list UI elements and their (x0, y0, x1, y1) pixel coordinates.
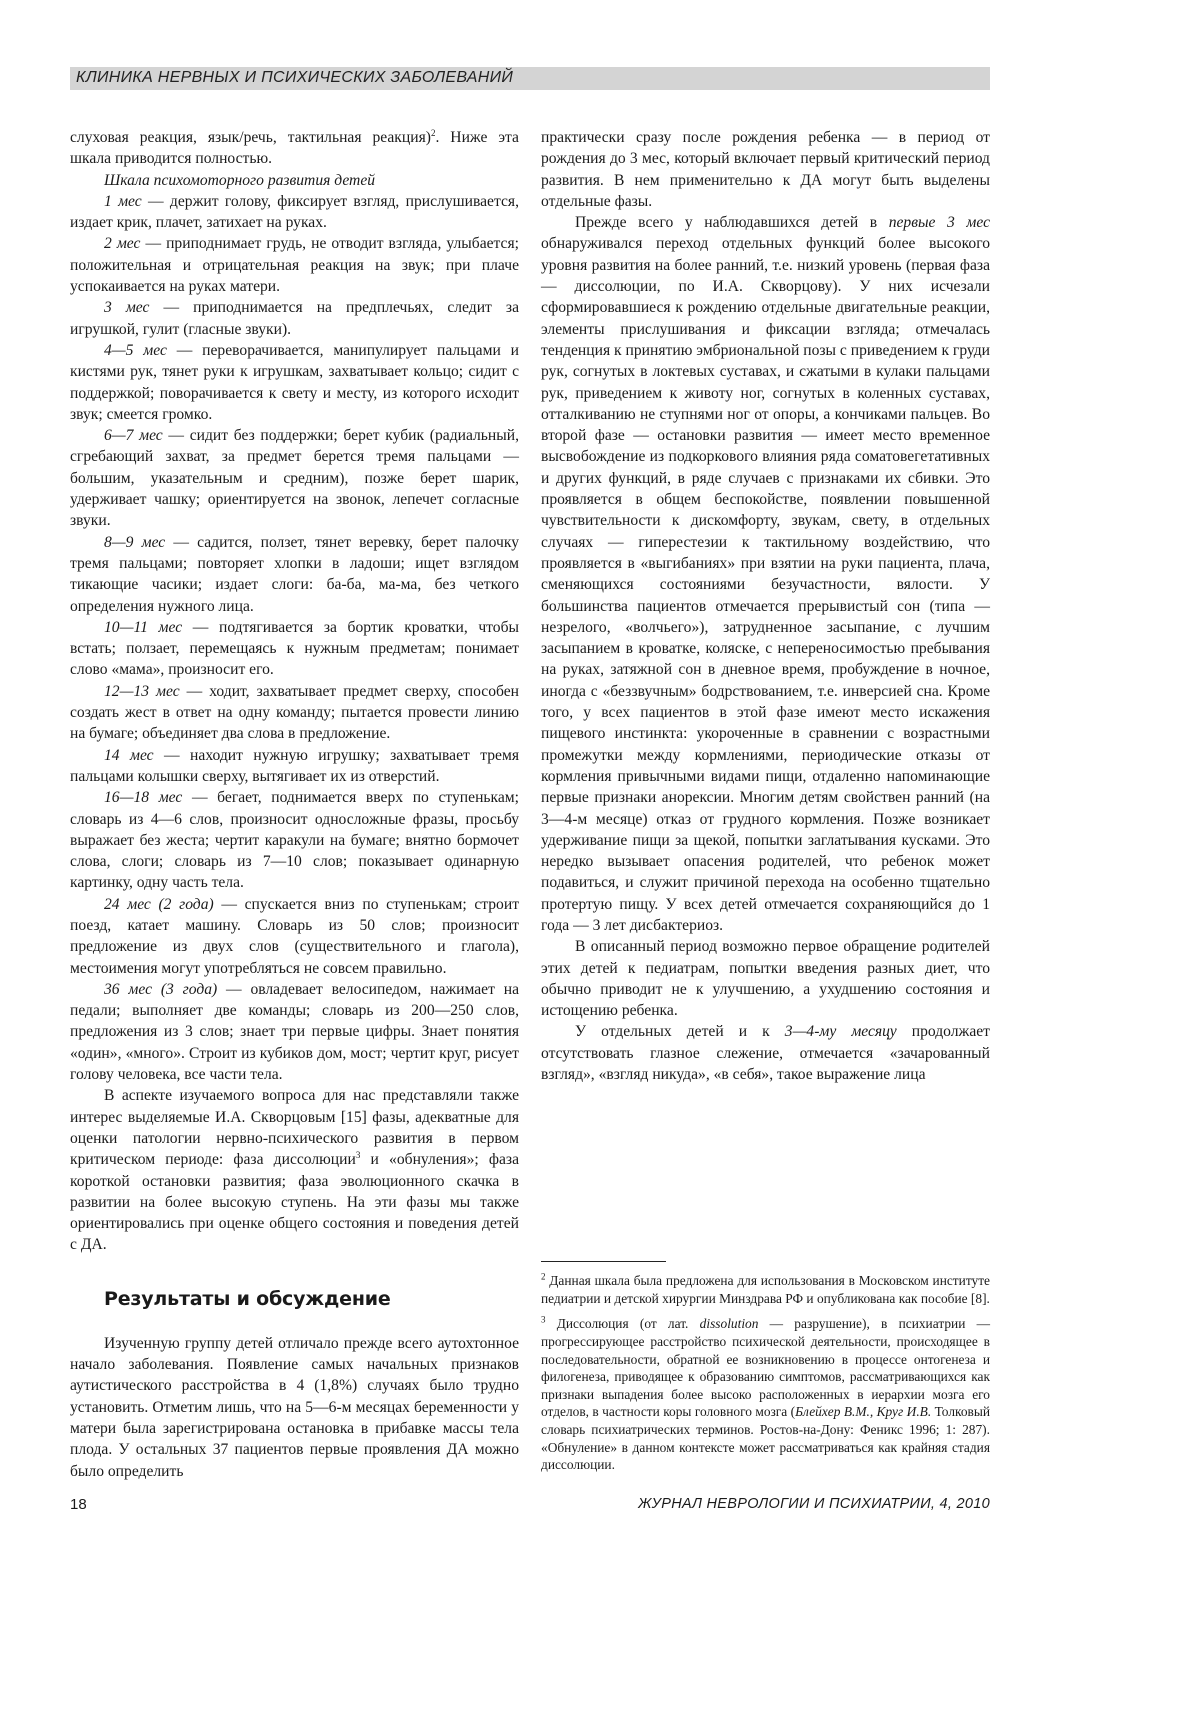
scale-list (70, 191, 519, 1085)
scale-description: — приподнимается на предплечьях, следит за игрушкой, гулит (гласные звуки). (70, 299, 520, 338)
scale-age: 8—9 мес (104, 533, 166, 551)
footnote-ref-2[interactable]: 2 (430, 127, 436, 138)
journal-footer: ЖУРНАЛ НЕВРОЛОГИИ И ПСИХИАТРИИ, 4, 2010 (638, 1495, 990, 1512)
aspect-tail: и «обнуления»; фаза короткой остановки развития; фаза эволюционного скачка в развитии на более высокую ступень. На эти фазы мы также ориентировались при оценке общего состояния и поведения детей с ДА. (70, 1151, 520, 1254)
scale-age: 16—18 мес (104, 789, 183, 807)
scale-age: 12—13 мес (104, 682, 180, 700)
section-heading: Результаты и обсуждение (104, 1287, 391, 1310)
paragraph-3: В описанный период возможно первое обращение родителей этих детей к педиатрам, попытки введения разных диет, что обычно приводит не к улучшению, а ухудшению состояния и истощению ребенка. (541, 938, 990, 1020)
scale-item (70, 340, 519, 425)
scale-age: 36 мес (3 года) (104, 980, 218, 998)
intro-text: слуховая реакция, язык/речь, тактильная реакция) (70, 129, 431, 146)
scale-item (70, 681, 519, 745)
scale-title (70, 170, 519, 191)
scale-age: 4—5 мес (104, 341, 167, 359)
scale-description: — находит нужную игрушку; захватывает тремя пальцами колышки сверху, вытягивает их из отверстий. (70, 746, 519, 785)
scale-age: 14 мес (104, 746, 154, 764)
scale-title-text: Шкала психомоторного развития детей (104, 171, 376, 189)
paragraph-1: практически сразу после рождения ребенка — в период от рождения до 3 мес, который включает первый критический период развития. В нем применительно к ДА могут быть выделены отдельные фазы. (541, 129, 990, 210)
footnote-mark: 3 (541, 1315, 546, 1325)
scale-description: — ходит, захватывает предмет сверху, способен создать жест в ответ на одну команду; пытается провести линию на бумаге; объединяет два слова в предложение. (70, 682, 519, 743)
scale-age: 6—7 мес (104, 427, 163, 445)
p4-pre: У отдельных детей и к (575, 1023, 785, 1041)
aspect-paragraph (70, 1085, 519, 1255)
scale-description: — держит голову, фиксирует взгляд, прислушивается, издает крик, плачет, затихает на руках. (70, 192, 519, 232)
footnotes (541, 1272, 990, 1474)
footnote-block (541, 1221, 990, 1482)
scale-description: — садится, ползет, тянет веревку, берет палочку тремя пальцами; повторяет хлопки в ладоши; ищет взглядом тикающие часики; издает слоги: ба-ба, ма-ма, без четкого определения нужного лица. (70, 533, 519, 615)
scale-age: 3 мес (104, 299, 150, 317)
intro-tail: . Ниже эта шкала приводится полностью. (70, 129, 519, 168)
scale-item (70, 894, 519, 979)
results-paragraph: Изученную группу детей отличало прежде всего аутохтонное начало заболевания. Появление самых начальных признаков аутистического расстройства в 4 (1,8%) случаях было трудно установить. Отметим лишь, что на 5—6-м месяцах беременности у матери была зарегистрирована остановка в прибавке массы тела плода. У остальных 37 пациентов первые проявления ДА можно было определить (70, 1334, 519, 1480)
p2-text: обнаруживался переход отдельных функций более высокого уровня развития на более ранний, т.е. низкий уровень (первая фаза — диссолюции, по И.А. Скворцову). У них исчезали сформировавшиеся к рождению отдельные двигательные реакции, элементы прислушивания и фиксации взгляда; отмечалась тенденция к принятию эмбриональной позы с приведением к груди рук, согнутых в локтевых суставах, и сжатыми в кулаки пальцами рук, приведением к животу ног, согнутых в коленных суставах, отталкиванию не ступнями ног от опоры, а кончиками пальцев. Во второй фазе — остановки развития — имеет место временное высвобождение из подкоркового влияния ряда соматовегетативных и других функций, в ряде случаев с признаками их сбивки. Это проявляется в общем беспокойстве, появлении повышенной чувствительности к дискомфорту, звукам, свету, в отдельных случаях — гиперестезии к тактильному воздействию, что проявляется в «выгибаниях» при взятии на руки пациента, плача, сменяющихся состояниями безучастности, вялости. У большинства пациентов отмечается прерывистый сон (типа — незрелого, «волчьего»), затрудненное засыпание, с лучшим засыпанием в кроватке, коляске, с непереносимостью пребывания на руках, затяжной сон в дневное время, пробуждение в ночное, иногда с «беззвучным» бодрствованием, т.е. инверсией сна. Кроме того, у всех пациентов в этой фазе имеют место искажения пищевого инстинкта: укороченные в сравнении с возрастными промежутки между кормлениями, периодические отказы от кормления привычными видами пищи, отдаленно напоминающие первые признаки анорексии. Многим детям свойствен ранний (на 3—4-м месяце) отказ от грудного кормления. Позже возникает удерживание пищи за щекой, попытки заглатывания кусками. Это нередко вызывает опасения родителей, что ребенок может подавиться, и служит причиной перехода на особенно тщательно протертую пищу. У всех детей отмечается сохраняющийся до 1 года — 3 лет дисбактериоз. (541, 235, 990, 934)
p4-text: продолжает отсутствовать глазное слежение, отмечается «зачарованный взгляд», «взгляд никуда», «в себя», такое выражение лица (541, 1023, 990, 1084)
footnote-mark: 2 (541, 1271, 546, 1282)
scale-description: — спускается вниз по ступенькам; строит поезд, катает машину. Словарь из 50 слов; произносит предложение из двух слов (существительного и глагола), местоимения могут употребляться не совсем правильно. (70, 895, 520, 977)
running-header (70, 67, 990, 90)
page-number: 18 (70, 1495, 87, 1513)
scale-age: 2 мес (104, 235, 141, 253)
footnote-text: Данная шкала была предложена для использования в Московском институте педиатрии и детской хирургии Минздрава РФ и опубликована как пособие [8]. (541, 1273, 990, 1306)
scale-item (70, 979, 519, 1085)
p2-italic: первые 3 мес (888, 214, 990, 232)
scale-age: 10—11 мес (104, 618, 183, 636)
intro-paragraph (70, 127, 519, 170)
scale-age: 1 мес (104, 192, 142, 210)
scale-description: — сидит без поддержки; берет кубик (радиальный, сгребающий захват, за предмет берется тремя пальцами — большим, указательным и средним), позже берет шарик, удерживает чашку; ориентируется на звонок, лепечет согласные звуки. (70, 427, 519, 530)
footnote-ref-3[interactable]: 3 (355, 1150, 361, 1161)
footnote-italic: dissolution (699, 1316, 759, 1332)
paragraph-2 (541, 212, 990, 936)
scale-item (70, 191, 519, 234)
footnote-3 (541, 1315, 990, 1473)
running-title: КЛИНИКА НЕРВНЫХ И ПСИХИЧЕСКИХ ЗАБОЛЕВАНИЙ (76, 69, 514, 86)
paragraph-4 (541, 1021, 990, 1085)
scale-description: — переворачивается, манипулирует пальцами и кистями рук, тянет руки к игрушкам, захватывает кольцо; сидит с поддержкой; поворачивается к свету и месту, из которого исходит звук; смеется громко. (70, 341, 519, 423)
left-column (70, 127, 519, 1482)
scale-item (70, 233, 519, 297)
footnote-tail: Толковый словарь психиатрических терминов. Ростов-на-Дону: Феникс 1996; 1: 287). «Обнуление» в данном контексте может рассматриваться как крайняя стадия диссолюции. (541, 1404, 991, 1473)
scale-description: — бегает, поднимается вверх по ступенькам; словарь из 4—6 слов, произносит односложные фразы, просьбу выражает без жеста; чертит каракули на бумаге; внятно бормочет слова, слоги; словарь из 7—10 слов; показывает одинарную картинку, одну часть тела. (70, 789, 519, 892)
scale-age: 24 мес (2 года) (104, 895, 214, 913)
footnote-pre: Диссолюция (от лат. (545, 1316, 700, 1332)
scale-item (70, 297, 519, 340)
scale-description: — овладевает велосипедом, нажимает на педали; выполняет две команды; словарь из 200—250 слов, предложения из 3 слов; знает три первые цифры. Знает понятия «один», «много». Строит из кубиков дом, мост; чертит круг, рисует голову человека, все части тела. (70, 980, 520, 1084)
footnote-divider (541, 1261, 666, 1262)
p4-italic: 3—4-му месяцу (784, 1023, 897, 1041)
footnote-2 (541, 1272, 990, 1307)
scale-description: — приподнимает грудь, не отводит взгляда, улыбается; положительная и отрицательная реакция на звук; при плаче успокаивается на руках матери. (70, 235, 519, 296)
page-footer (70, 1496, 990, 1513)
p2-pre: Прежде всего у наблюдавшихся детей в (575, 214, 889, 232)
columns (70, 127, 990, 1482)
footnote-mid: — разрушение), в психиатрии — прогрессирующее расстройство психической деятельности, происходящее в последовательности, обратной ее возникновению в процессе онтогенеза и филогенеза, приводящее к образованию симптомов, рассматривающихся как признаки выпадения более высоко расположенных в иерархии мозга его отделов, в частности коры головного мозга ( (541, 1316, 990, 1420)
scale-item (70, 617, 519, 681)
scale-description: — подтягивается за бортик кроватки, чтобы встать; ползает, перемещаясь к нужным предметам; понимает слово «мама», произносит его. (70, 618, 520, 679)
scale-item (70, 425, 519, 531)
aspect-text: В аспекте изучаемого вопроса для нас представляли также интерес выделяемые И.А. Скворцовым [15] фазы, адекватные для оценки патологии нервно-психического развития в первом критическом периоде: фаза диссолюции (70, 1087, 519, 1169)
footnote-authors: Блейхер В.М., Круг И.В. (795, 1404, 932, 1420)
scale-item (70, 787, 519, 893)
scale-item (70, 532, 519, 617)
scale-item (70, 745, 519, 788)
right-column (541, 127, 990, 1482)
